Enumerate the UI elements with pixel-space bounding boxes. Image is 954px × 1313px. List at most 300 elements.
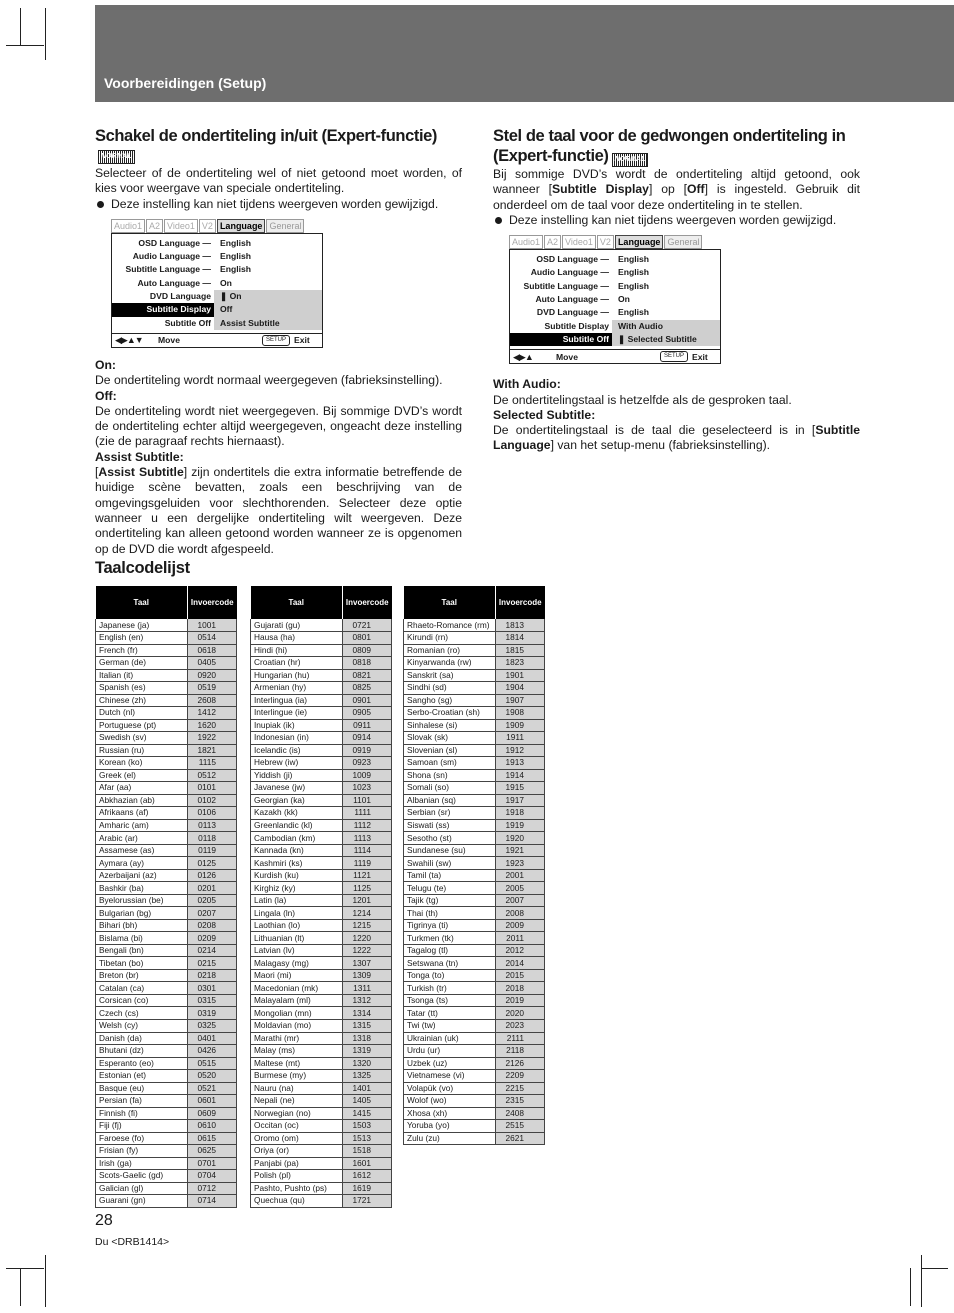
table-row bbox=[96, 644, 237, 657]
language-code: 1214 bbox=[343, 907, 392, 920]
language-code: 1115 bbox=[188, 757, 237, 770]
table-row bbox=[404, 969, 545, 982]
crop-mark bbox=[20, 1268, 21, 1306]
language-code: 1921 bbox=[496, 844, 545, 857]
language-name: Icelandic (is) bbox=[251, 744, 343, 757]
language-name: Swedish (sv) bbox=[96, 732, 188, 745]
table-row bbox=[96, 669, 237, 682]
term-on: On: bbox=[95, 357, 116, 372]
crop-mark bbox=[6, 1268, 44, 1269]
language-code: 0215 bbox=[188, 957, 237, 970]
table-row bbox=[404, 1070, 545, 1083]
osd-row-selected bbox=[112, 303, 322, 316]
language-code: 0801 bbox=[343, 632, 392, 645]
osd-menu bbox=[509, 249, 721, 364]
table-row bbox=[96, 857, 237, 870]
osd-menu bbox=[111, 233, 323, 348]
language-code: 1915 bbox=[496, 782, 545, 795]
language-name: Afrikaans (af) bbox=[96, 807, 188, 820]
language-name: Abkhazian (ab) bbox=[96, 794, 188, 807]
table-row bbox=[251, 1032, 392, 1045]
language-code: 0106 bbox=[188, 807, 237, 820]
language-code: 1412 bbox=[188, 707, 237, 720]
language-code: 1314 bbox=[343, 1007, 392, 1020]
crop-mark bbox=[921, 1255, 922, 1307]
language-name: Cambodian (km) bbox=[251, 832, 343, 845]
language-code: 1023 bbox=[343, 782, 392, 795]
table-row bbox=[96, 832, 237, 845]
osd-key: Subtitle Language — bbox=[125, 264, 211, 275]
table-row bbox=[251, 1170, 392, 1183]
table-row bbox=[96, 1020, 237, 1033]
language-name: Javanese (jw) bbox=[251, 782, 343, 795]
table-row bbox=[404, 782, 545, 795]
table-row bbox=[251, 1145, 392, 1158]
table-row bbox=[251, 794, 392, 807]
language-name: Greek (el) bbox=[96, 769, 188, 782]
language-code-table bbox=[250, 586, 392, 1208]
language-code: 1513 bbox=[343, 1132, 392, 1145]
document-code: Du <DRB1414> bbox=[95, 1236, 170, 1248]
language-code: 1401 bbox=[343, 1082, 392, 1095]
on-description: De ondertiteling wordt normaal weergegeven (fabrieksinstelling). bbox=[95, 373, 443, 388]
table-row bbox=[404, 619, 545, 632]
language-code: 0825 bbox=[343, 682, 392, 695]
sel-keyword: Subtitle Language bbox=[493, 423, 860, 453]
language-code: 1325 bbox=[343, 1070, 392, 1083]
table-row bbox=[404, 1120, 545, 1133]
table-row bbox=[251, 919, 392, 932]
table-row bbox=[251, 1132, 392, 1145]
language-code: 2126 bbox=[496, 1057, 545, 1070]
language-code: 0113 bbox=[188, 819, 237, 832]
language-name: Serbian (sr) bbox=[404, 807, 496, 820]
language-name: Quechua (qu) bbox=[251, 1195, 343, 1208]
column-header-language: Taal bbox=[404, 586, 496, 619]
table-row bbox=[404, 919, 545, 932]
language-name: Amharic (am) bbox=[96, 819, 188, 832]
language-name: Tigrinya (ti) bbox=[404, 919, 496, 932]
language-code: 1220 bbox=[343, 932, 392, 945]
osd-exit-label: Exit bbox=[692, 351, 708, 362]
language-code: 2009 bbox=[496, 919, 545, 932]
language-name: English (en) bbox=[96, 632, 188, 645]
language-code: 1914 bbox=[496, 769, 545, 782]
table-row bbox=[251, 1057, 392, 1070]
table-row bbox=[404, 832, 545, 845]
language-name: Slovenian (sl) bbox=[404, 744, 496, 757]
language-code: 0712 bbox=[188, 1182, 237, 1195]
language-code: 1119 bbox=[343, 857, 392, 870]
language-name: Swahili (sw) bbox=[404, 857, 496, 870]
osd-move-label: Move bbox=[158, 335, 180, 346]
tab-language: Language bbox=[615, 235, 664, 249]
language-name: Tonga (to) bbox=[404, 969, 496, 982]
table-row bbox=[96, 1157, 237, 1170]
table-row bbox=[251, 1157, 392, 1170]
table-row bbox=[404, 1020, 545, 1033]
language-name: Marathi (mr) bbox=[251, 1032, 343, 1045]
language-code: 1009 bbox=[343, 769, 392, 782]
language-name: Xhosa (xh) bbox=[404, 1107, 496, 1120]
language-name: Breton (br) bbox=[96, 969, 188, 982]
language-code: 0905 bbox=[343, 707, 392, 720]
osd-key: OSD Language — bbox=[138, 237, 211, 248]
language-code: 0515 bbox=[188, 1057, 237, 1070]
table-row bbox=[404, 932, 545, 945]
language-code: 0610 bbox=[188, 1120, 237, 1133]
table-row bbox=[404, 857, 545, 870]
language-name: Kirghiz (ky) bbox=[251, 882, 343, 895]
language-code: 0319 bbox=[188, 1007, 237, 1020]
language-code: 0821 bbox=[343, 669, 392, 682]
table-row bbox=[404, 807, 545, 820]
language-code: 1919 bbox=[496, 819, 545, 832]
language-code: 0601 bbox=[188, 1095, 237, 1108]
language-code: 1601 bbox=[343, 1157, 392, 1170]
language-code: 2015 bbox=[496, 969, 545, 982]
language-name: Indonesian (in) bbox=[251, 732, 343, 745]
language-code: 2007 bbox=[496, 894, 545, 907]
language-name: Catalan (ca) bbox=[96, 982, 188, 995]
right-heading bbox=[493, 126, 860, 167]
language-code: 1913 bbox=[496, 757, 545, 770]
table-row bbox=[404, 894, 545, 907]
language-name: Hungarian (hu) bbox=[251, 669, 343, 682]
osd-value: English bbox=[618, 280, 650, 291]
table-row bbox=[96, 807, 237, 820]
table-row bbox=[251, 707, 392, 720]
table-row bbox=[96, 1170, 237, 1183]
language-code: 2019 bbox=[496, 994, 545, 1007]
language-name: Fiji (fj) bbox=[96, 1120, 188, 1133]
language-code: 1503 bbox=[343, 1120, 392, 1133]
table-row bbox=[404, 869, 545, 882]
language-code: 1907 bbox=[496, 694, 545, 707]
language-name: French (fr) bbox=[96, 644, 188, 657]
osd-key: Auto Language — bbox=[137, 277, 211, 288]
language-name: Chinese (zh) bbox=[96, 694, 188, 707]
table-row bbox=[96, 907, 237, 920]
table-row bbox=[96, 719, 237, 732]
language-code: 0426 bbox=[188, 1045, 237, 1058]
table-row bbox=[404, 669, 545, 682]
osd-tabs bbox=[111, 219, 323, 233]
table-row bbox=[404, 957, 545, 970]
normal-badge-icon: NORMAL bbox=[98, 150, 135, 164]
language-code: 0118 bbox=[188, 832, 237, 845]
language-name: Esperanto (eo) bbox=[96, 1057, 188, 1070]
osd-key: Subtitle Display bbox=[544, 320, 609, 331]
osd-row bbox=[510, 266, 720, 279]
language-code: 2111 bbox=[496, 1032, 545, 1045]
osd-key: Audio Language — bbox=[132, 251, 211, 262]
table-row bbox=[404, 657, 545, 670]
table-row bbox=[251, 757, 392, 770]
osd-option-assist: Assist Subtitle bbox=[214, 317, 322, 330]
language-code: 1721 bbox=[343, 1195, 392, 1208]
table-row bbox=[96, 694, 237, 707]
table-row bbox=[96, 657, 237, 670]
table-row bbox=[96, 1032, 237, 1045]
language-code: 1201 bbox=[343, 894, 392, 907]
language-name: Portuguese (pt) bbox=[96, 719, 188, 732]
language-name: Malagasy (mg) bbox=[251, 957, 343, 970]
language-name: Burmese (my) bbox=[251, 1070, 343, 1083]
tab-general: General bbox=[266, 219, 304, 233]
language-name: Kashmiri (ks) bbox=[251, 857, 343, 870]
language-name: Sundanese (su) bbox=[404, 844, 496, 857]
language-name: Hebrew (iw) bbox=[251, 757, 343, 770]
language-name: Bislama (bi) bbox=[96, 932, 188, 945]
language-code: 2020 bbox=[496, 1007, 545, 1020]
arrow-keys-icon: ◀▶▲▼ bbox=[115, 335, 143, 346]
language-name: Sesotho (st) bbox=[404, 832, 496, 845]
table-row bbox=[404, 1107, 545, 1120]
language-code: 0102 bbox=[188, 794, 237, 807]
tab-audio1: Audio1 bbox=[509, 235, 543, 249]
language-code: 2515 bbox=[496, 1120, 545, 1133]
table-row bbox=[96, 882, 237, 895]
table-row bbox=[404, 1045, 545, 1058]
language-name: Telugu (te) bbox=[404, 882, 496, 895]
osd-value: English bbox=[220, 237, 252, 248]
language-name: Byelorussian (be) bbox=[96, 894, 188, 907]
tab-general: General bbox=[664, 235, 702, 249]
language-name: Panjabi (pa) bbox=[251, 1157, 343, 1170]
left-column bbox=[95, 126, 462, 557]
language-name: Russian (ru) bbox=[96, 744, 188, 757]
language-code: 0618 bbox=[188, 644, 237, 657]
language-code: 0209 bbox=[188, 932, 237, 945]
language-code: 0625 bbox=[188, 1145, 237, 1158]
table-row bbox=[251, 744, 392, 757]
language-code: 0315 bbox=[188, 994, 237, 1007]
table-row bbox=[96, 994, 237, 1007]
table-row bbox=[96, 869, 237, 882]
language-name: Bulgarian (bg) bbox=[96, 907, 188, 920]
language-name: Bashkir (ba) bbox=[96, 882, 188, 895]
table-row bbox=[96, 1070, 237, 1083]
language-code: 1307 bbox=[343, 957, 392, 970]
language-name: Persian (fa) bbox=[96, 1095, 188, 1108]
language-name: Corsican (co) bbox=[96, 994, 188, 1007]
language-code: 1001 bbox=[188, 619, 237, 632]
osd-value: English bbox=[618, 307, 650, 318]
osd-exit-label: Exit bbox=[294, 335, 310, 346]
table-row bbox=[404, 1007, 545, 1020]
osd-option-with-audio: With Audio bbox=[612, 320, 720, 333]
table-row bbox=[96, 1195, 237, 1208]
language-name: Uzbek (uz) bbox=[404, 1057, 496, 1070]
table-row bbox=[96, 844, 237, 857]
osd-value: English bbox=[220, 264, 252, 275]
language-name: Interlingue (ie) bbox=[251, 707, 343, 720]
osd-key: Subtitle Display bbox=[112, 303, 214, 316]
language-code: 1111 bbox=[343, 807, 392, 820]
language-name: Georgian (ka) bbox=[251, 794, 343, 807]
table-row bbox=[404, 794, 545, 807]
osd-option-on: ❚ On bbox=[214, 290, 322, 303]
language-name: Yiddish (ji) bbox=[251, 769, 343, 782]
intro-part: ] op [ bbox=[648, 182, 688, 197]
language-name: Kurdish (ku) bbox=[251, 869, 343, 882]
language-name: Mongolian (mn) bbox=[251, 1007, 343, 1020]
language-code: 2011 bbox=[496, 932, 545, 945]
intro-part: Bij sommige DVD’s wordt de ondertiteling altijd getoond, ook wanneer [ bbox=[493, 167, 860, 197]
language-code-table bbox=[95, 586, 237, 1208]
language-name: Danish (da) bbox=[96, 1032, 188, 1045]
language-code: 1215 bbox=[343, 919, 392, 932]
language-name: Occitan (oc) bbox=[251, 1120, 343, 1133]
language-name: Galician (gl) bbox=[96, 1182, 188, 1195]
osd-footer bbox=[112, 333, 322, 347]
table-row bbox=[251, 694, 392, 707]
table-row bbox=[96, 969, 237, 982]
language-code: 1821 bbox=[188, 744, 237, 757]
language-code: 1908 bbox=[496, 707, 545, 720]
right-bullet: Deze instelling kan niet tijdens weergeven worden gewijzigd. bbox=[493, 213, 860, 228]
language-name: Frisian (fy) bbox=[96, 1145, 188, 1158]
language-code: 1815 bbox=[496, 644, 545, 657]
osd-key: Audio Language — bbox=[530, 267, 609, 278]
language-code: 1901 bbox=[496, 669, 545, 682]
table-row bbox=[251, 982, 392, 995]
table-row bbox=[96, 794, 237, 807]
language-name: Laothian (lo) bbox=[251, 919, 343, 932]
osd-value: On bbox=[220, 277, 232, 288]
table-row bbox=[251, 994, 392, 1007]
language-name: Setswana (tn) bbox=[404, 957, 496, 970]
language-name: Assamese (as) bbox=[96, 844, 188, 857]
osd-key: DVD Language — bbox=[536, 307, 609, 318]
selected-subtitle-description bbox=[493, 423, 860, 454]
table-row bbox=[251, 969, 392, 982]
language-code: 0809 bbox=[343, 644, 392, 657]
osd-value: On bbox=[618, 294, 630, 305]
tab-language: Language bbox=[217, 219, 266, 233]
language-name: Sindhi (sd) bbox=[404, 682, 496, 695]
language-code: 1112 bbox=[343, 819, 392, 832]
table-row bbox=[251, 1007, 392, 1020]
table-row bbox=[404, 1057, 545, 1070]
osd-footer bbox=[510, 349, 720, 363]
language-name: Bhutani (dz) bbox=[96, 1045, 188, 1058]
right-heading-text: Stel de taal voor de gedwongen ondertiteling in (Expert-functie) bbox=[493, 127, 846, 165]
right-column bbox=[493, 126, 860, 454]
language-name: Aymara (ay) bbox=[96, 857, 188, 870]
term-off: Off: bbox=[95, 388, 117, 403]
osd-row bbox=[510, 253, 720, 266]
table-row bbox=[404, 944, 545, 957]
osd-row bbox=[112, 277, 322, 290]
language-name: Shona (sn) bbox=[404, 769, 496, 782]
table-row bbox=[96, 1007, 237, 1020]
crop-mark bbox=[20, 8, 21, 46]
left-heading-text: Schakel de ondertiteling in/uit (Expert-functie) bbox=[95, 127, 438, 145]
table-row bbox=[96, 1120, 237, 1133]
osd-key: Auto Language — bbox=[535, 294, 609, 305]
table-row bbox=[404, 744, 545, 757]
language-code: 1814 bbox=[496, 632, 545, 645]
table-row bbox=[96, 1095, 237, 1108]
osd-key: Subtitle Off bbox=[510, 333, 612, 346]
language-name: Afar (aa) bbox=[96, 782, 188, 795]
column-header-language: Taal bbox=[96, 586, 188, 619]
table-row bbox=[251, 832, 392, 845]
language-code: 1813 bbox=[496, 619, 545, 632]
language-code: 0125 bbox=[188, 857, 237, 870]
tab-video1: Video1 bbox=[164, 219, 198, 233]
osd-row bbox=[112, 263, 322, 276]
language-name: Volapük (vo) bbox=[404, 1082, 496, 1095]
language-code: 0914 bbox=[343, 732, 392, 745]
language-code: 1114 bbox=[343, 844, 392, 857]
language-name: German (de) bbox=[96, 657, 188, 670]
language-name: Scots-Gaelic (gd) bbox=[96, 1170, 188, 1183]
crop-mark bbox=[45, 8, 46, 60]
osd-option-selected-subtitle: ❚ Selected Subtitle bbox=[612, 333, 720, 346]
left-heading bbox=[95, 126, 462, 166]
language-code: 1619 bbox=[343, 1182, 392, 1195]
language-name: Welsh (cy) bbox=[96, 1020, 188, 1033]
crop-mark bbox=[6, 45, 44, 46]
column-header-code: Invoercode bbox=[343, 586, 392, 619]
tab-a2: A2 bbox=[544, 235, 561, 249]
table-row bbox=[251, 719, 392, 732]
assist-text: ] zijn ondertitels die extra informatie betreffende de huidige scène bevatten, zoals een beschrijving van de omgevingsgeluiden voor slechthorenden. Selecteer deze optie wanneer u een dergelijke ondertiteling wilt weergeven. Deze ondertiteling kan alleen getoond worden wanneer ze is opgenomen op de DVD die wordt afgespeeld. bbox=[95, 465, 462, 556]
language-code: 1415 bbox=[343, 1107, 392, 1120]
table-row bbox=[251, 819, 392, 832]
table-row bbox=[96, 957, 237, 970]
sel-part: ] van het setup-menu (fabrieksinstelling). bbox=[550, 438, 771, 453]
table-row bbox=[96, 757, 237, 770]
language-name: Twi (tw) bbox=[404, 1020, 496, 1033]
osd-row bbox=[112, 250, 322, 263]
term-assist: Assist Subtitle: bbox=[95, 449, 184, 464]
language-code: 0521 bbox=[188, 1082, 237, 1095]
language-code: 2018 bbox=[496, 982, 545, 995]
osd-row bbox=[510, 320, 720, 333]
language-code: 1319 bbox=[343, 1045, 392, 1058]
language-name: Tamil (ta) bbox=[404, 869, 496, 882]
language-name: Urdu (ur) bbox=[404, 1045, 496, 1058]
osd-panel-left bbox=[111, 219, 323, 348]
crop-mark bbox=[910, 1268, 911, 1306]
language-name: Oromo (om) bbox=[251, 1132, 343, 1145]
language-name: Interlingua (ia) bbox=[251, 694, 343, 707]
intro-keyword: Subtitle Display bbox=[552, 182, 649, 197]
table-row bbox=[96, 944, 237, 957]
language-code: 0405 bbox=[188, 657, 237, 670]
language-name: Bengali (bn) bbox=[96, 944, 188, 957]
osd-row bbox=[112, 237, 322, 250]
setup-key-icon: SETUP bbox=[262, 335, 290, 346]
language-code: 0615 bbox=[188, 1132, 237, 1145]
language-code: 1318 bbox=[343, 1032, 392, 1045]
tab-audio1: Audio1 bbox=[111, 219, 145, 233]
language-code: 0519 bbox=[188, 682, 237, 695]
term-with-audio: With Audio: bbox=[493, 377, 561, 392]
language-name: Czech (cs) bbox=[96, 1007, 188, 1020]
table-row bbox=[96, 1082, 237, 1095]
osd-row bbox=[510, 293, 720, 306]
language-code: 1912 bbox=[496, 744, 545, 757]
table-row bbox=[96, 732, 237, 745]
language-code: 2012 bbox=[496, 944, 545, 957]
language-code: 2118 bbox=[496, 1045, 545, 1058]
language-code: 0301 bbox=[188, 982, 237, 995]
